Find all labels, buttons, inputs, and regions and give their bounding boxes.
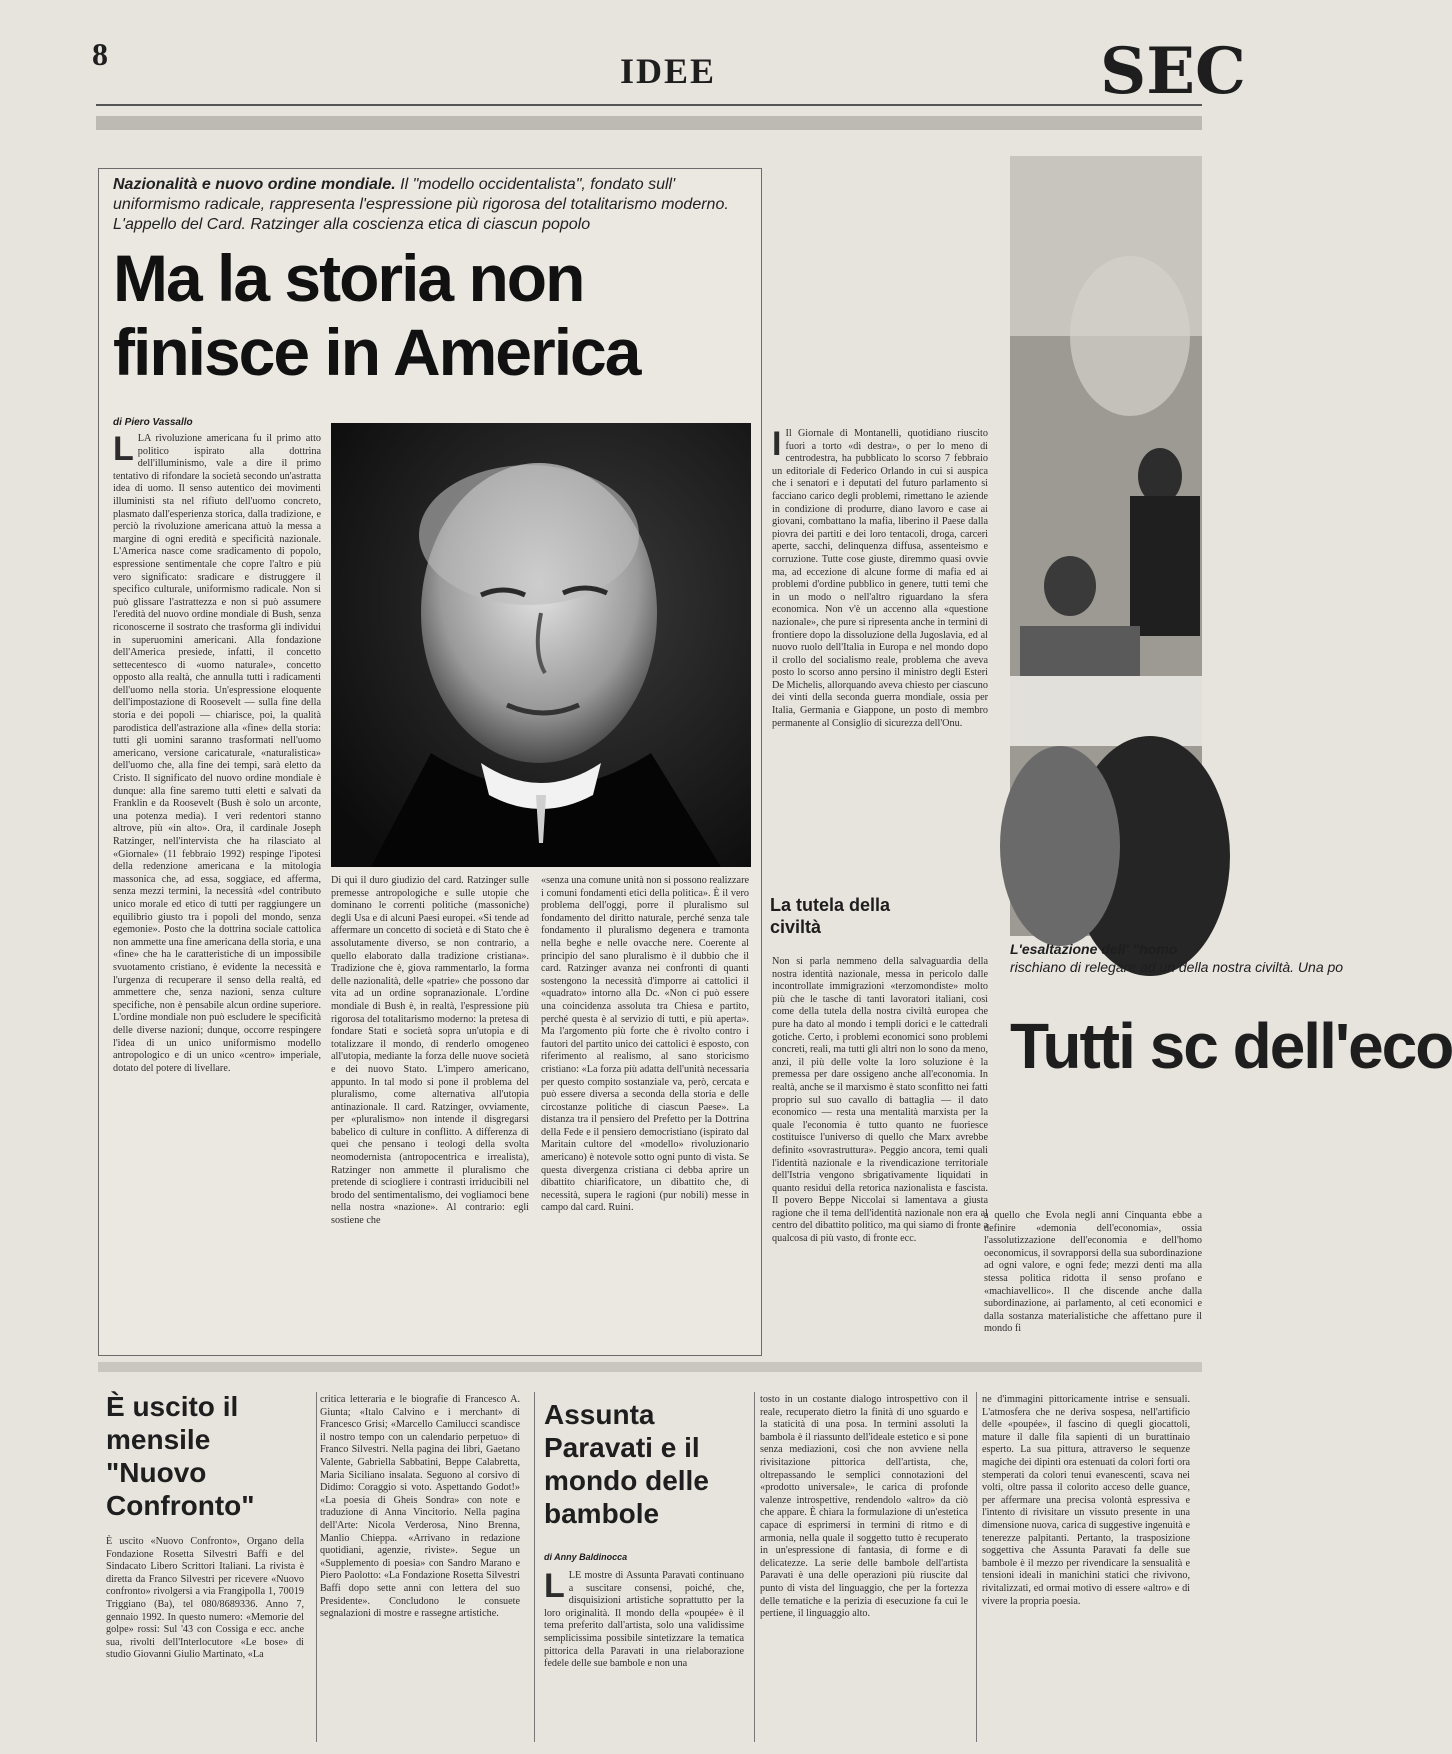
adjacent-photo <box>1010 156 1202 936</box>
drop-cap: L <box>113 430 134 468</box>
column-text: tosto in un costante dialogo introspettivo con il reale, recuperato dietro la finità di uno sguardo e la staticità di una posa. In termini assoluti la bambola è il riassunto dell'ideale estetico e si pone senza mediazioni, così che non avviene nella rivisitazione pittorica dell'artista, che, oltrepassando le semplici connotazioni del «prodotto universale», le carica di profonde valenze introspettive, rendendolo «altro» da ciò che appare. È chiara la formulazione di un'estetica capace di esprimersi in termini di ritmo e di armonia, nella quale il soggetto tutto è recuperato in un'espressione di fantasia, di forme e di delicatezze. La serie delle bambole dell'artista Paravati è una delle operazioni più riuscite dal punto di vista del linguaggio, che per la fortezza delle tematiche e la perizia di esecuzione fa cui le pertiene, il linguaggio alto. <box>760 1394 968 1620</box>
column-divider <box>754 1392 755 1742</box>
cardinal-portrait-image <box>331 423 751 867</box>
top-gray-band <box>96 116 1202 130</box>
column-divider <box>316 1392 317 1742</box>
adjacent-column: a quello che Evola negli anni Cinquanta ebbe a definire «demonia dell'economia», ossia l'assolutizzazione dell'economia e dell'homo oeconomicus, il sovrapporsi della sua subordinazione ad ogni valore, e ogni fede; mezzi denti ma alla stessa politica ridotta il senso profano e «machiavellico». Il che discende anche dalla subordinazione, ai parlamento, al ceti economici e dalla sostanza materialistiche che affettano pure il mondo fi <box>984 1210 1202 1335</box>
paravati-article <box>536 1386 1202 1746</box>
kicker-bold: Nazionalità e nuovo ordine mondiale. <box>113 176 396 193</box>
section-title: IDEE <box>620 51 717 91</box>
column-text: Il Giornale di Montanelli, quotidiano riuscito fuori a torto «di destra», o per lo meno di centrodestra, ha pubblicato lo scorso 7 febbraio un editoriale di Federico Orlando in cui si auspica che i senatori e i deputati del futuro parlamento si facciano carico degli problemi, rimettano le aziende in condizione di produrre, diano lavoro e case ai giovani, combattano la mafia, liberino il Paese dalla piovra dei partiti e dei loro tentacoli, droga, carceri aperte, sacchi, delinquenza diffusa, assenteismo e corruzione. Tutte cose giuste, diremmo quasi ovvie ma, ad eccezione di alcune forme di mafia ed ai problemi d'ordine pubblico in genere, tutti temi che in un modo o nell'altro riguardano la sfera economica. Non v'è un accenno alla «questione nazionale», che pure si ripresenta anche in termini di frontiere dopo la dissoluzione della Jugoslavia, ed al nuovo ruolo dell'Italia in Europa e nel mondo dopo il crollo del socialismo reale, problema che aveva posto lo scorso anno persino il ministro degli Esteri De Michelis, allorquando aveva chiesto per ciascuno dei vinti della seconda guerra mondiale, ossia per Italia, Germania e Giappone, un posto di membro permanente al Consiglio di sicurezza dell'Onu. <box>772 428 988 729</box>
paravati-column-2 <box>760 1394 968 1742</box>
main-article <box>98 168 762 1356</box>
adjacent-article <box>984 156 1452 1335</box>
page-number: 8 <box>92 36 108 72</box>
masthead-fragment: SEC <box>1100 34 1246 109</box>
nuovo-confronto-headline: È uscito il mensile "Nuovo Confronto" <box>106 1391 255 1521</box>
article-kicker <box>113 175 733 235</box>
column-text: È uscito «Nuovo Confronto», Organo della Fondazione Rosetta Silvestri Baffi e del Sindacato Libero Scrittori Italiani. La rivista è diretta da Franco Silvestri per ricevere «Nuovo confronto» rivolgersi a via Frangipolla 1, 70019 Triggiano (Ba), tel 080/8689336. Anno 7, gennaio 1992. In questo numero: «Memorie del golpe» rossi: Sul '43 con Cossiga e ecc. anche sua, rivolti dell'Interlocutore «Le bose» di studio Giovanni Giulio Martinato, «La <box>106 1536 304 1661</box>
cardinal-photo <box>331 423 751 867</box>
column-divider <box>976 1392 977 1742</box>
column-text: Non si parla nemmeno della salvaguardia della nostra identità nazionale, messa in pericolo dalle incontrollate immigrazioni «terzomondiste» molto più che le tasche di tanti lavoratori italiani, così come della tutela della nostra civiltà europea che pure ha dato al mondo i templi dorici e le cattedrali gotiche. Certo, i problemi economici sono problemi concreti, reali, ma tutti gli altri non lo sono da meno, anzi, il più delle volte la loro soluzione è la premessa per dare ossigeno anche all'economia. In realtà, anche se il marxismo è stato sconfitto nei fatti proprio sul suo cavallo di battaglia — il dato economico — resta una mentalità marxista per la quale l'economia è tutto quanto ne fuoriesce costituisce l'universo di quello che Marx avrebbe definito «sovrastruttura». Peggio ancora, temi quali l'identità nazionale e la rivendicazione territoriale dell'Istria vengono sbrigativamente liquidati in quanto residui della retorica nazionalista e fascista. Il povero Beppe Niccolai si lamentava a giusta ragione che il tema dell'identità nazionale non era al centro del dibattito politico, ma qui siamo di fronte a qualcosa di più vasto, di fronte ecc. <box>772 956 988 1245</box>
caption-text: rischiano di relegare ad un della nostra civiltà. Una po <box>1010 959 1344 975</box>
nuovo-confronto-column-2 <box>320 1394 520 1742</box>
article-column-3 <box>541 875 749 1343</box>
caption-bold: L'esaltazione dell' "homo <box>1010 941 1178 957</box>
column-text: «senza una comune unità non si possono realizzare i comuni fondamenti etici della politica». È il vero problema dell'oggi, porre il pluralismo sul fondamento del diritto naturale, perché senza tale fondamento il pluralismo degenera e tramonta nella beghe e nelle ovacche nere. Coerente al principio del sano pluralismo è il dubbio che il card. Ratzinger avanza nei confronti di quanti sostengono la necessità d'imporre ai cattolici il «quadrato» intorno alla Dc. «Non ci può essere una coincidenza assoluta tra Chiesa e partito, perché questa è al servizio di tutti, e più aperta». Ma l'argomento più forte che è rivolto contro i fautori del partito unico dei cattolici è esposto, con riferimento al realismo, al sano storicismo cristiano: «La forza più adatta dell'unità necessaria per questo compito sostanziale va, però, cercata e può essere diversa a seconda della storia e delle circostanze politiche di ciascun Paese». La distanza tra il pensiero del Prefetto per la Dottrina della Fede e il pensiero democristiano (ispirato dal Maritain cultore del «modello» rivoluzionario americano) è notevole sotto ogni punto di vista. Se questa divergenza cristiana ci debba aprire un dibattito chiarificatore, un dibattito che, di necessità, supera le ragioni (pur nobili) messe in campo dal card. Ruini. <box>541 875 749 1214</box>
adjacent-caption <box>1010 940 1344 976</box>
kicker-text: Il "modello occidentalista", fondato sull' uniformismo radicale, rappresenta l'espressione più rigorosa del totalitarismo moderno. L'appello del Card. Ratzinger alla coscienza etica di ciascun popolo <box>113 176 729 233</box>
column-text: Di qui il duro giudizio del card. Ratzinger sulle premesse antropologiche e sulle utopie che dominano le correnti politiche (massoniche) degli Usa e di alcuni Paesi europei. «Si tende ad affermare un concetto di società e di Stato che è assolutamente diverso, se non contrario, a quello elaborato dalla tradizione cristiana». Tradizione che è, giova rammentarlo, la forma delle nazionalità, delle «patrie» che possono dar vita ad un ordine sopranazionale. L'ordine mondiale di Bush è, in realtà, l'espressione più rigorosa del totalitarismo moderno: la pretesa di fondare Stati e società sopra un'utopia e di totalizzare il mondo, di renderlo omogeneo all'utopia, mediante la forza delle nuove società e dei nuovo Stato. L'impero americano, appunto. In tal modo si pone il problema del pluralismo, come alternativa all'utopia antinazionale. Il card. Ratzinger, ovviamente, per «pluralismo» non intende il disgregarsi babelico di culture in conflitto. A differenza di quei che pensano i teologi della svolta neomodernista (antropocentrica e irrealista), Ratzinger non ammette il pluralismo che pretende di sciogliere i contrasti irriducibili nel brodo del sentimentalismo, dei vogliamoci bene nella nostra «nazione». Al contrario: egli sostiene che <box>331 875 529 1227</box>
article-column-4a <box>772 425 988 729</box>
column-text: LE mostre di Assunta Paravati continuano a suscitare consensi, poiché, che, disquisizioni artistiche soprattutto per la loro originalità. Il mondo della «poupée» è il tema preferito dall'artista, solo una validissime semplicissima possibile sintetizzare la tematica pittorica della Paravati in una rielaborazione fedele delle sue bambole e non una <box>544 1570 744 1670</box>
adjacent-headline: Tutti sc dell'eco <box>1010 1010 1452 1082</box>
article-column-1 <box>113 430 321 1343</box>
article-headline: Ma la storia non finisce in America <box>113 241 640 389</box>
column-text: ne d'immagini pittoricamente intrise e sensuali. L'atmosfera che ne deriva sospesa, nell'artificio delle «poupée», il fascino di quegli giocattoli, mature il dalle fila sapienti di un burattinaio esperto. La sua pittura, attraverso le sequenze magiche dei dipinti ora estenuati da colori forti ora stemperati da colori tenui evanescenti, scava nei volti, oltre passa il colorito acceso delle guance, per affermare una precisa volontà espressiva e l'intento di rivisitare un vissuto presente in una dimensione nuova, carica di suggestive ingenuità e tenerezze palpitanti. Pertanto, la trasposizione soggettiva che Assunta Paravati fa delle sue bambole è il mezzo per rivendicare la sensualità e tensioni ideali in manichini statici che rivivono, rivitalizzati, ed ormai motivo di essere «altro» e di vivere la propria poesia. <box>982 1394 1190 1607</box>
drop-cap: I <box>772 425 782 463</box>
adjacent-photo-image <box>1010 156 1202 936</box>
article-byline: di Piero Vassallo <box>113 417 193 428</box>
drop-cap: L <box>544 1567 565 1605</box>
article-column-2 <box>331 875 529 1343</box>
column-text: critica letteraria e le biografie di Francesco A. Giunta; «Italo Calvino e i merchant» di Francesco Grisi; «Marcello Camilucci scandisce il nostro tempo con un calendario perpetuo» di Franco Silvestri. Nella pagina dei libri, Gaetano Valente, Gabriella Sabbatini, Beppe Calabretta, Maria Siciliano insalata. Seguono al corsivo di Didimo: Coraggio si voto. Aspettando Godot!» «La poesia di Gheis Sondra» con note e traduzione di Anna Vincitorio. Nella pagina dell'Arte: Nicola Verderosa, Nino Brenna, Manlio Chieppa. «Arrivano in redazione quotidiani, agenzie, riviste». Segue un «Supplemento di poesia» con Sandro Marano e Piero Paolotto: «La Fondazione Rosetta Silvestri Baffi dopo sette anni con lettera del suo Presidente». Concludono le consuete segnalazioni di mostre e rassegne artistiche. <box>320 1394 520 1620</box>
paravati-column-3 <box>982 1394 1190 1742</box>
column-text: LA rivoluzione americana fu il primo atto politico ispirato alla dottrina dell'illuminismo, vale a dire il primo tentativo di rifondare la società secondo un'astratta idea di uomo. Il senso autentico dei movimenti illuministi sta nel rifiuto dell'uomo concreto, plasmato dall'esperienza storica, dalla tradizione, e perciò la rivoluzione americana attuò la messa a margine di ogni eredità e specificità nazionale. L'America nasce come sradicamento di popolo, espressione sentimentale che copre l'altro e più vero significato: sradicare e distruggere il specifico culturale, uniformismo radicale. Non si può glissare l'astrattezza e non si può assumere l'eredità del nuovo ordine mondiale di Bush, senza riconoscerne il sostrato che trasforma gli individui in superuomini americani. Alla fondazione dell'America presiede, infatti, il concetto settecentesco di «uomo naturale», concetto opposto alla realtà, che annulla tutti i radicamenti dell'uomo nella storia. Un'espressione eloquente dell'impostazione di Roosevelt — sulla fine della storia e dei popoli — chiarisce, poi, la qualità parodistica dell'astrazione alla «fine» della storia: tutti gli uomini saranno trasformati nell'uomo americano, versione caricaturale, «naturalistica» dell'uomo che, alla fine dei tempi, sarà eletto da Cristo. Il significato del nuovo ordine mondiale è dunque: alla fine saremo tutti eletti e salvati da Franklin e da Roosevelt (Bush è solo un arconte, una potenza media). I veri redentori stanno altrove, più «in alto». Ora, il cardinale Joseph Ratzinger, nell'intervista che ha rilasciato al «Giornale» (11 febbraio 1992) respinge l'ipotesi della redenzione americana e la mitologia massonica che, ad essa, soggiace, ed afferma, senza mezzi termini, la necessità «del contributo unico morale ed etico di tutti per raggiungere un equilibrio giusto tra i popoli del mondo, senza egemonie». Posto che la dottrina sociale cattolica non ammette una fine americana della storia, e una «fine» che ha le caratteristiche di un impossibile svuotamento cristiano, è evidente la necessità e l'urgenza di recuperare il senso della realtà, ed ammettere che, senza nazioni, senza culture specifiche, non è pensabile alcun ordine superiore. L'ordine mondiale non può escludere le specificità delle diverse nazioni; dunque, occorre respingere l'idea di un unico uniformismo modello antropologico e di un unico «centro» imperiale, dotato del potere di livellare. <box>113 433 321 1074</box>
middle-gray-band <box>98 1362 1202 1372</box>
paravati-headline: Assunta Paravati e il mondo delle bambole <box>544 1399 709 1529</box>
top-thin-rule <box>96 104 1202 106</box>
nuovo-confronto-column-1 <box>106 1536 304 1742</box>
column-divider <box>534 1392 535 1742</box>
article-subhead: La tutela della civiltà <box>770 895 891 937</box>
paravati-byline: di Anny Baldinocca <box>544 1552 628 1562</box>
article-column-4b <box>772 956 988 1354</box>
paravati-column-1 <box>544 1567 744 1742</box>
